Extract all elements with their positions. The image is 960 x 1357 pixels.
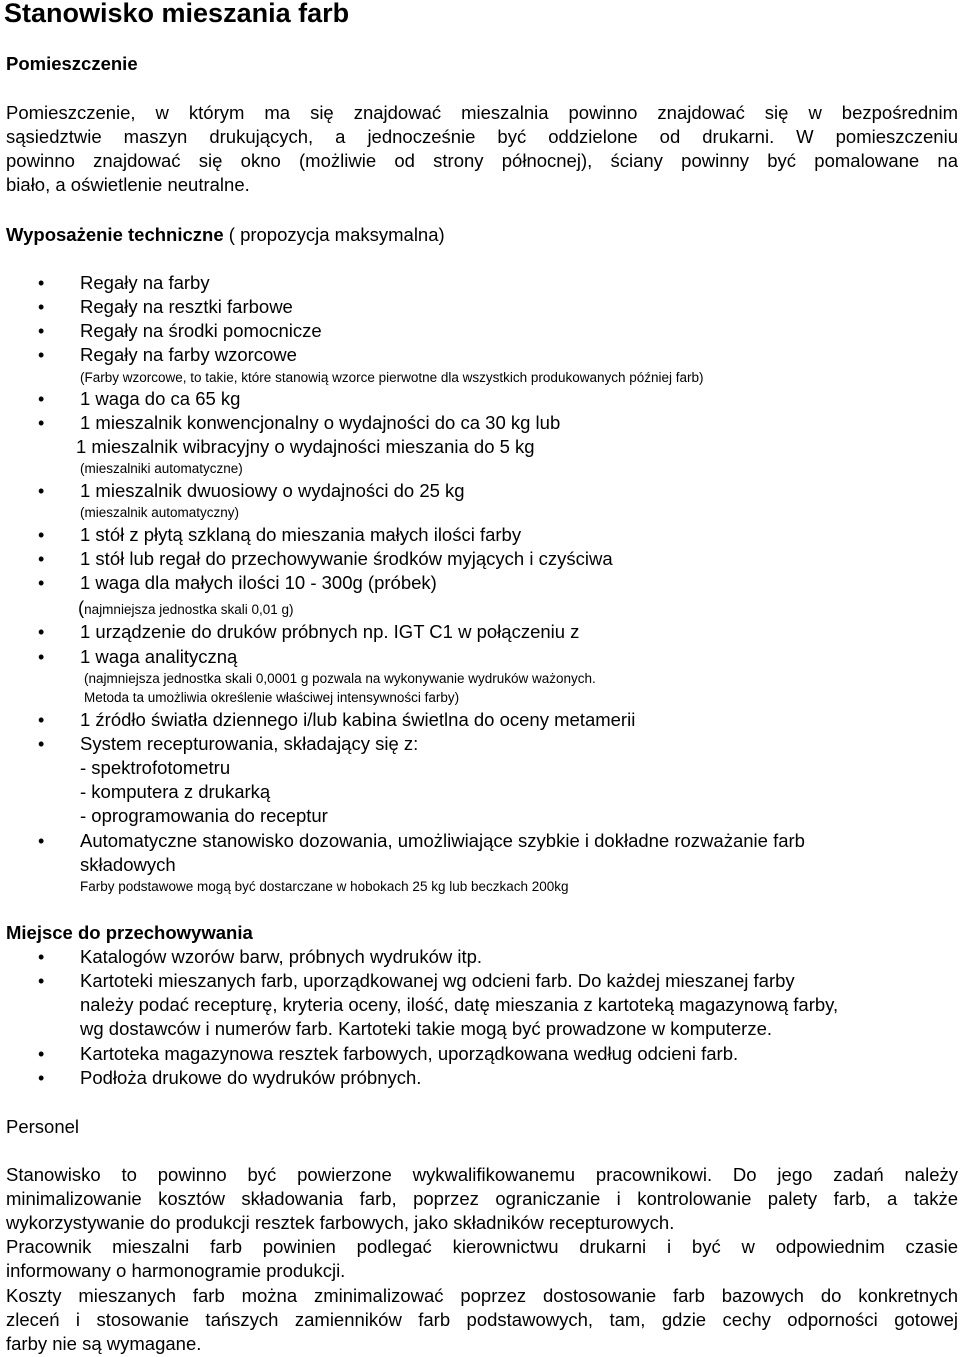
bullet-icon: •: [38, 525, 45, 545]
bullet-icon: •: [38, 831, 45, 851]
list-item: Podłoża drukowe do wydruków próbnych.: [80, 1067, 422, 1088]
list-item-continued: wg dostawców i numerów farb. Kartoteki takie mogą być prowadzone w komputerze.: [80, 1018, 773, 1039]
bullet-icon: •: [38, 573, 45, 593]
bullet-icon: •: [38, 273, 45, 293]
list-note: [78, 596, 294, 620]
list-note: (mieszalniki automatyczne): [80, 461, 243, 476]
list-item: Regały na farby: [80, 272, 210, 293]
paragraph-line: farby nie są wymagane.: [6, 1333, 202, 1354]
paragraph-line: minimalizowanie kosztów składowania farb, poprzez ograniczanie i kontrolowanie palety farb, a także: [6, 1188, 958, 1209]
paragraph-line: wykorzystywanie do produkcji resztek farbowych, jako składników recepturowych.: [6, 1212, 675, 1233]
list-note: (mieszalnik automatyczny): [80, 505, 240, 520]
paragraph-line: powinno znajdować się okno (możliwie od strony północnej), ściany powinny być pomalowane na: [6, 150, 958, 171]
paragraph-line: Pracownik mieszalni farb powinien podlegać kierownictwu drukarni i być w odpowiednim czasie: [6, 1236, 958, 1257]
list-item: 1 źródło światła dziennego i/lub kabina świetlna do oceny metamerii: [80, 709, 636, 730]
list-note: (Farby wzorcowe, to takie, które stanowią wzorce pierwotne dla wszystkich produkowanych później farb): [80, 370, 704, 385]
note-text: najmniejsza jednostka skali 0,01 g): [84, 602, 294, 617]
bullet-icon: •: [38, 734, 45, 754]
heading-rest-part: ( propozycja maksymalna): [223, 224, 445, 245]
list-item: Kartoteka magazynowa resztek farbowych, uporządkowana według odcieni farb.: [80, 1043, 739, 1064]
list-item: Katalogów wzorów barw, próbnych wydruków itp.: [80, 946, 483, 967]
list-item: 1 waga dla małych ilości 10 - 300g (próbek): [80, 572, 437, 593]
paragraph-line: Stanowisko to powinno być powierzone wykwalifikowanemu pracownikowi. Do jego zadań należy: [6, 1164, 958, 1185]
bullet-icon: •: [38, 413, 45, 433]
list-item: Regały na środki pomocnicze: [80, 320, 322, 341]
list-note: Farby podstawowe mogą być dostarczane w hobokach 25 kg lub beczkach 200kg: [80, 879, 569, 894]
list-item-continued: należy podać recepturę, kryteria oceny, ilość, datę mieszania z kartoteką magazynową farby,: [80, 994, 839, 1015]
paragraph-line: biało, a oświetlenie neutralne.: [6, 174, 250, 195]
section-heading-staff: Personel: [6, 1116, 80, 1137]
section-heading-room: Pomieszczenie: [6, 53, 138, 74]
list-item: 1 stół lub regał do przechowywanie środków myjących i czyściwa: [80, 548, 613, 569]
bullet-icon: •: [38, 297, 45, 317]
list-item-continued: składowych: [80, 854, 176, 875]
bullet-icon: •: [38, 345, 45, 365]
bullet-icon: •: [38, 389, 45, 409]
list-item: Regały na resztki farbowe: [80, 296, 293, 317]
list-note: Metoda ta umożliwia określenie właściwej intensywności farby): [84, 690, 460, 705]
bullet-icon: •: [38, 622, 45, 642]
list-subitem: - oprogramowania do receptur: [80, 805, 328, 826]
bullet-icon: •: [38, 481, 45, 501]
bullet-icon: •: [38, 947, 45, 967]
paragraph-line: zleceń i stosowanie tańszych zamienników farb podstawowych, tam, gdzie cechy odporności gotowej: [6, 1309, 958, 1330]
list-item: 1 waga analityczną: [80, 646, 238, 667]
list-item: Regały na farby wzorcowe: [80, 344, 297, 365]
paragraph-line: informowany o harmonogramie produkcji.: [6, 1260, 346, 1281]
bullet-icon: •: [38, 1044, 45, 1064]
list-item: Automatyczne stanowisko dozowania, umożliwiające szybkie i dokładne rozważanie farb: [80, 830, 805, 851]
list-item: Kartoteki mieszanych farb, uporządkowanej wg odcieni farb. Do każdej mieszanej farby: [80, 970, 795, 991]
list-item: 1 mieszalnik dwuosiowy o wydajności do 25 kg: [80, 480, 465, 501]
bullet-icon: •: [38, 1068, 45, 1088]
bullet-icon: •: [38, 647, 45, 667]
paragraph-line: Pomieszczenie, w którym ma się znajdować mieszalnia powinno znajdować się w bezpośrednim: [6, 102, 958, 123]
bullet-icon: •: [38, 549, 45, 569]
heading-bold-part: Wyposażenie techniczne: [6, 224, 224, 245]
paragraph-line: Koszty mieszanych farb można zminimalizować poprzez dostosowanie farb bazowych do konkretnych: [6, 1285, 958, 1306]
section-heading-storage: Miejsce do przechowywania: [6, 922, 253, 943]
list-item: 1 waga do ca 65 kg: [80, 388, 241, 409]
list-note: (najmniejsza jednostka skali 0,0001 g pozwala na wykonywanie wydruków ważonych.: [84, 671, 596, 686]
paragraph-line: sąsiedztwie maszyn drukujących, a jednocześnie być oddzielone od drukarni. W pomieszczeniu: [6, 126, 958, 147]
note-paren: (: [78, 597, 85, 618]
page-title: Stanowisko mieszania farb: [4, 0, 350, 28]
section-heading-equipment: [6, 223, 445, 247]
list-item: 1 urządzenie do druków próbnych np. IGT C1 w połączeniu z: [80, 621, 580, 642]
list-subitem: - spektrofotometru: [80, 757, 231, 778]
list-item: 1 stół z płytą szklaną do mieszania małych ilości farby: [80, 524, 522, 545]
bullet-icon: •: [38, 321, 45, 341]
list-item: System recepturowania, składający się z:: [80, 733, 419, 754]
list-item-continued: 1 mieszalnik wibracyjny o wydajności mieszania do 5 kg: [76, 436, 535, 457]
bullet-icon: •: [38, 710, 45, 730]
bullet-icon: •: [38, 971, 45, 991]
list-subitem: - komputera z drukarką: [80, 781, 271, 802]
list-item: 1 mieszalnik konwencjonalny o wydajności do ca 30 kg lub: [80, 412, 561, 433]
